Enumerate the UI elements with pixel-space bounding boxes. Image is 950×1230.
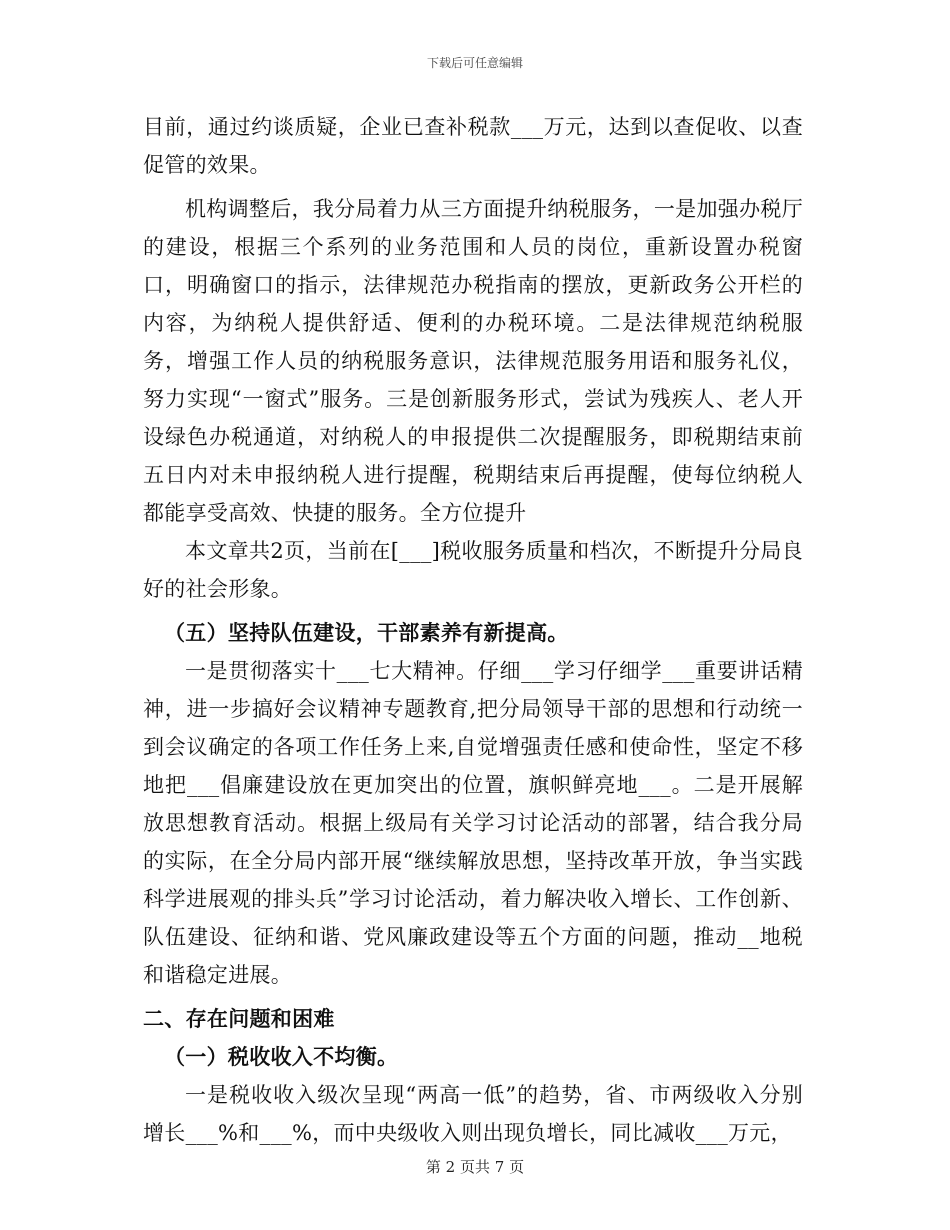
paragraph-4: 一是贯彻落实十___七大精神。仔细___学习仔细学___重要讲话精神，进一步搞好会议精神专题教育,把分局领导干部的思想和行动统一到会议确定的各项工作任务上来,自觉增强责任感和使命性，坚定不移地把___倡廉建设放在更加突出的位置，旗帜鲜亮地___。二是开展解放思想教育活动。根据上级局有关学习讨论活动的部署，结合我分局的实际，在全分局内部开展“继续解放思想，坚持改革开放，争当实践科学进展观的排头兵”学习讨论活动，着力解决收入增长、工作创新、队伍建设、征纳和谐、党风廉政建设等五个方面的问题，推动__地税和谐稳定进展。 [143, 659, 803, 987]
section-heading-five: （五）坚持队伍建设，干部素养有新提高。 [164, 620, 569, 645]
page-header: 下载后可任意编辑 [426, 56, 523, 70]
page-footer: 第 2 页共 7 页 [425, 1158, 525, 1176]
section-heading-two: 二、存在问题和困难 [143, 1006, 335, 1031]
section-heading-one: （一）税收收入不均衡。 [164, 1044, 399, 1069]
paragraph-3: 本文章共2页，当前在[___]税收服务质量和档次，不断提升分局良好的社会形象。 [143, 539, 803, 601]
paragraph-5: 一是税收收入级次呈现“两高一低”的趋势，省、市两级收入分别增长___%和___%，而中央级收入则出现负增长，同比减收___万元， [143, 1083, 803, 1145]
paragraph-1: 目前，通过约谈质疑，企业已查补税款___万元，达到以查促收、以查促管的效果。 [143, 115, 803, 177]
paragraph-2: 机构调整后，我分局着力从三方面提升纳税服务，一是加强办税厅的建设，根据三个系列的业务范围和人员的岗位，重新设置办税窗口，明确窗口的指示，法律规范办税指南的摆放，更新政务公开栏的内容，为纳税人提供舒适、便利的办税环境。二是法律规范纳税服务，增强工作人员的纳税服务意识，法律规范服务用语和服务礼仪，努力实现“一窗式”服务。三是创新服务形式，尝试为残疾人、老人开设绿色办税通道，对纳税人的申报提供二次提醒服务，即税期结束前五日内对未申报纳税人进行提醒，税期结束后再提醒，使每位纳税人都能享受高效、快捷的服务。全方位提升 [143, 197, 803, 525]
document-body [143, 108, 803, 1152]
